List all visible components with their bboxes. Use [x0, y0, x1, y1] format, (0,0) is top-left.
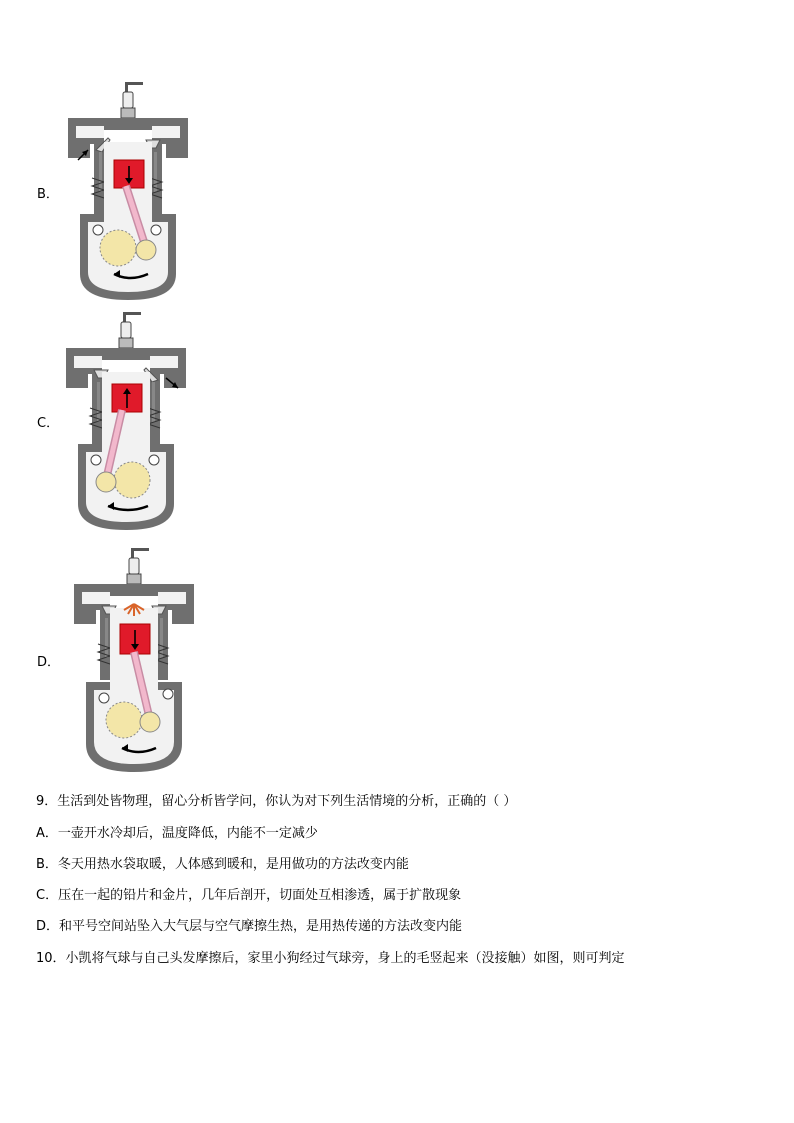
spark-plug-icon — [119, 312, 141, 348]
question-9-option-d: D．和平号空间站坠入大气层与空气摩擦生热，是用热传递的方法改变内能 — [36, 919, 463, 934]
option-b-label: B． — [37, 187, 59, 202]
option-d-label: D． — [37, 655, 61, 670]
question-10-stem: 10．小凯将气球与自己头发摩擦后，家里小狗经过气球旁，身上的毛竖起来（没接触）如图，则可判定 — [36, 951, 625, 966]
engine-diagram-c — [62, 308, 190, 532]
option-c-label: C． — [37, 416, 60, 431]
question-9-stem: 9．生活到处皆物理，留心分析皆学问，你认为对下列生活情境的分析，正确的（ ） — [36, 794, 517, 809]
question-9-option-c: C．压在一起的铅片和金片，几年后剖开，切面处互相渗透，属于扩散现象 — [36, 888, 462, 903]
engine-diagram-d — [70, 544, 198, 774]
question-9-option-b: B．冬天用热水袋取暖，人体感到暖和，是用做功的方法改变内能 — [36, 857, 409, 872]
spark-plug-icon — [121, 82, 143, 118]
engine-diagram-b — [64, 78, 192, 302]
spark-plug-icon — [127, 548, 149, 584]
question-9-option-a: A．一壶开水冷却后，温度降低，内能不一定减少 — [36, 826, 318, 841]
